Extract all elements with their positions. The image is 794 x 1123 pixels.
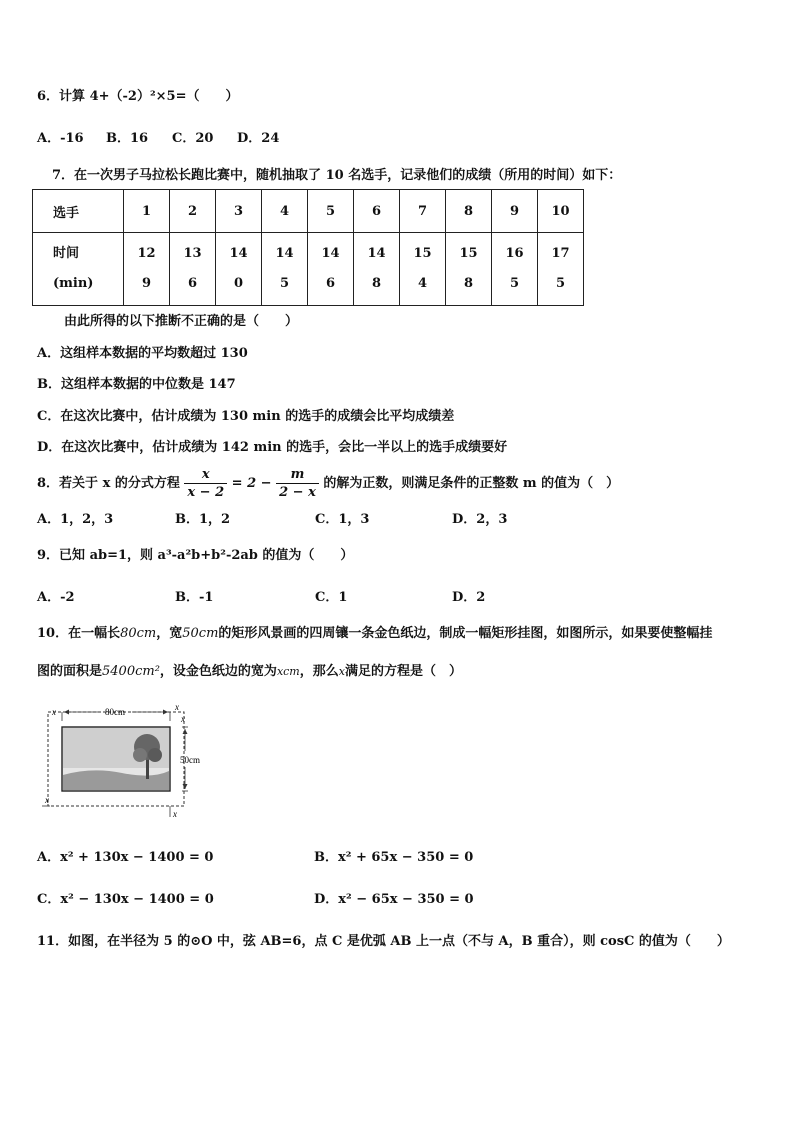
q6-stem: 6．计算 4+（-2）²×5=（ ） — [37, 89, 239, 104]
player-cell: 8 — [446, 190, 492, 233]
q9-option-b: B．-1 — [175, 590, 214, 605]
time-digits-top: 16 — [505, 246, 524, 261]
player-cell: 2 — [170, 190, 216, 233]
q7-option-a: A．这组样本数据的平均数超过 130 — [37, 346, 248, 361]
time-digits-top: 14 — [367, 246, 386, 261]
player-cell: 10 — [538, 190, 584, 233]
q10-option-d-text: D．x² − 65x − 350 = 0 — [314, 892, 474, 907]
side-dimension-label: 50cm — [180, 755, 200, 765]
time-digits-top: 17 — [551, 246, 570, 261]
player-cell: 3 — [216, 190, 262, 233]
fraction-numerator: x — [184, 466, 227, 484]
player-cell: 9 — [492, 190, 538, 233]
time-digits-bottom: 0 — [233, 276, 244, 291]
q8-stem-end: 的解为正数，则满足条件的正整数 m 的值为（ ） — [323, 476, 620, 491]
q8-fraction-right — [276, 466, 319, 501]
q10-option-d — [314, 892, 474, 908]
q11-stem: 11．如图，在半径为 5 的⊙O 中，弦 AB=6，点 C 是优弧 AB 上一点（不与 A，B 重合），则 cosC 的值为（ ） — [37, 934, 730, 949]
q10-text: ，那么 — [299, 664, 339, 679]
time-cell — [216, 233, 262, 306]
q7-option-b: B．这组样本数据的中位数是 147 — [37, 377, 236, 392]
q8-option-a: A．1，2，3 — [37, 512, 114, 527]
q10-area: 5400cm² — [102, 664, 160, 679]
player-cell: 6 — [354, 190, 400, 233]
time-unit-label: (min) — [53, 276, 94, 291]
time-digits-bottom: 8 — [463, 276, 474, 291]
time-digits-bottom: 6 — [325, 276, 336, 291]
time-digits-top: 14 — [275, 246, 294, 261]
q8-stem — [37, 466, 619, 502]
x-label-bottom-left: x — [45, 795, 49, 805]
time-cell — [124, 233, 170, 306]
player-cell: 5 — [308, 190, 354, 233]
q7-results-table — [32, 189, 584, 306]
q9-stem: 9．已知 ab=1，则 a³-a²b+b²-2ab 的值为（ ） — [37, 548, 354, 563]
x-label-bottom-right: x — [173, 809, 177, 819]
time-cell — [262, 233, 308, 306]
time-digits-top: 13 — [183, 246, 202, 261]
q10-width: 50cm — [182, 626, 219, 641]
player-cell: 1 — [124, 190, 170, 233]
fraction-denominator: x − 2 — [187, 485, 225, 500]
time-cell — [538, 233, 584, 306]
q10-option-b-text: B．x² + 65x − 350 = 0 — [314, 850, 474, 865]
q9-option-a: A．-2 — [37, 590, 75, 605]
q10-option-a — [37, 850, 213, 866]
q6-option-c: C．20 — [172, 131, 214, 146]
q6-option-d: D．24 — [237, 131, 280, 146]
q8-fraction-left — [184, 466, 227, 501]
q10-text: ，设金色纸边的宽为 — [159, 664, 277, 679]
time-digits-top: 14 — [229, 246, 248, 261]
time-digits-top: 12 — [137, 246, 156, 261]
q8-option-d: D．2，3 — [452, 512, 508, 527]
time-cell — [308, 233, 354, 306]
table-header-player: 选手 — [33, 190, 124, 233]
table-row — [33, 233, 584, 306]
time-digits-bottom: 5 — [555, 276, 566, 291]
q10-text: 满足的方程是（ ） — [344, 664, 462, 679]
q10-xcm: xcm — [276, 665, 300, 678]
time-digits-bottom: 8 — [371, 276, 382, 291]
player-cell: 4 — [262, 190, 308, 233]
q10-option-c — [37, 892, 214, 908]
q6-option-a: A．-16 — [37, 131, 84, 146]
time-cell — [446, 233, 492, 306]
q10-text: 10．在一幅长 — [37, 626, 121, 641]
fraction-numerator: m — [276, 466, 319, 484]
q10-stem-line1 — [37, 626, 712, 642]
q10-text: 图的面积是 — [37, 664, 103, 679]
q10-text: ，宽 — [156, 626, 183, 641]
fraction-denominator: 2 − x — [279, 485, 316, 500]
time-digits-bottom: 9 — [141, 276, 152, 291]
x-label-top-left: x — [52, 707, 56, 717]
tree-crown-left — [133, 748, 147, 762]
tree-trunk — [146, 757, 149, 779]
time-digits-bottom: 5 — [509, 276, 520, 291]
q9-option-c: C．1 — [315, 590, 348, 605]
time-cell — [400, 233, 446, 306]
time-digits-bottom: 6 — [187, 276, 198, 291]
q10-option-b — [314, 850, 473, 866]
q10-figure — [42, 703, 252, 827]
q10-length: 80cm — [120, 626, 157, 641]
time-digits-bottom: 4 — [417, 276, 428, 291]
q10-option-a-text: A．x² + 130x − 1400 = 0 — [37, 850, 214, 865]
time-digits-top: 14 — [321, 246, 340, 261]
time-digits-top: 15 — [413, 246, 432, 261]
time-label: 时间 — [53, 246, 80, 261]
q7-option-d: D．在这次比赛中，估计成绩为 142 min 的选手，会比一半以上的选手成绩要好 — [37, 440, 508, 455]
q9-option-d: D．2 — [452, 590, 486, 605]
framed-picture-diagram — [42, 703, 252, 823]
q10-option-c-text: C．x² − 130x − 1400 = 0 — [37, 892, 214, 907]
time-cell — [170, 233, 216, 306]
q10-stem-line2 — [37, 664, 462, 680]
q7-stem: 7．在一次男子马拉松长跑比赛中，随机抽取了 10 名选手，记录他们的成绩（所用的时间）如下： — [52, 168, 622, 183]
time-cell — [492, 233, 538, 306]
x-label-top-right: x — [175, 703, 179, 712]
q8-option-b: B．1，2 — [175, 512, 231, 527]
table-row — [33, 190, 584, 233]
q7-question: 由此所得的以下推断不正确的是（ ） — [64, 314, 299, 329]
time-digits-bottom: 5 — [279, 276, 290, 291]
q6-option-b: B．16 — [106, 131, 149, 146]
q8-stem-start: 8．若关于 x 的分式方程 — [37, 476, 180, 491]
player-cell: 7 — [400, 190, 446, 233]
x-label-right: x — [181, 714, 185, 724]
q10-xvar: x — [338, 665, 345, 678]
time-digits-top: 15 — [459, 246, 478, 261]
tree-crown-right — [148, 748, 162, 762]
q8-equals: = 2 − — [231, 476, 272, 491]
q7-option-c: C．在这次比赛中，估计成绩为 130 min 的选手的成绩会比平均成绩差 — [37, 409, 455, 424]
time-cell — [354, 233, 400, 306]
q8-option-c: C．1，3 — [315, 512, 370, 527]
table-header-time — [33, 233, 124, 306]
top-dimension-label: 80cm — [105, 707, 125, 717]
q10-text: 的矩形风景画的四周镶一条金色纸边，制成一幅矩形挂图，如图所示，如果要使整幅挂 — [218, 626, 713, 641]
